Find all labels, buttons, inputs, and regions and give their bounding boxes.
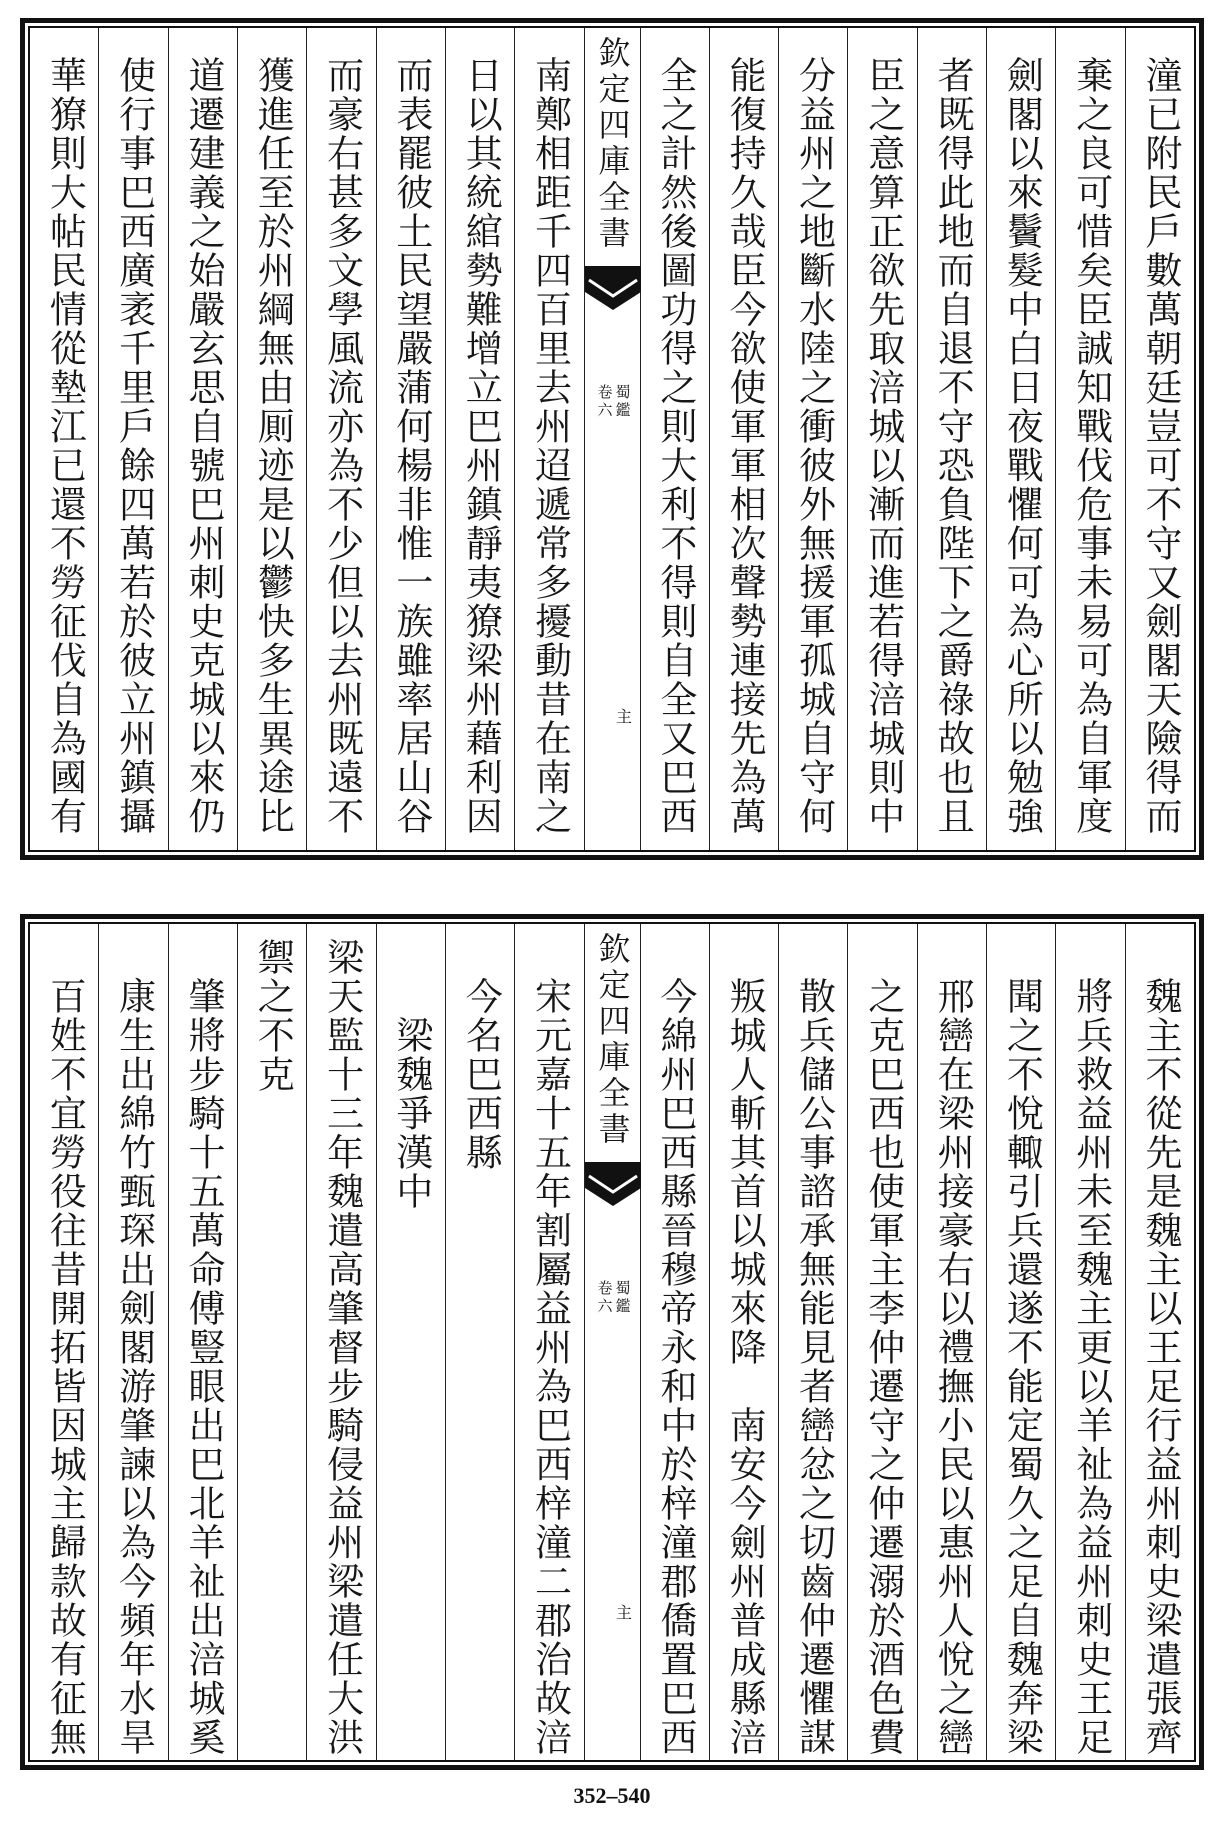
text-column: 華獠則大帖民情從墊江已還不勞征伐自為國有: [43, 56, 87, 836]
book-title: 欽定四庫全書: [593, 932, 632, 1148]
running-title: 蜀鑑: [613, 1280, 632, 1316]
text-column: 而表罷彼土民望嚴蒲何楊非惟一族雖率居山谷: [376, 28, 445, 850]
fishtail-ornament-icon: [585, 266, 641, 310]
text-column: 散兵儲公事諮承無能見者巒忿之切齒仲遷懼謀: [778, 924, 847, 1760]
text-column: 日以其統綰勢難增立巴州鎮靜夷獠梁州藉利因: [445, 28, 514, 850]
volume-label: 卷六: [595, 1280, 614, 1316]
running-title: 蜀鑑: [613, 384, 632, 420]
text-column: 康生出綿竹甄琛出劍閣游肇諫以為今頻年水旱: [98, 924, 167, 1760]
running-title-block: [596, 384, 632, 420]
text-column: 今綿州巴西縣晉穆帝永和中於梓潼郡僑置巴西: [640, 924, 709, 1760]
text-column: 分益州之地斷水陸之衝彼外無援軍孤城自守何: [778, 28, 847, 850]
text-column: 宋元嘉十五年割屬益州為巴西梓潼二郡治故涪: [514, 924, 583, 1760]
center-fold-column: [584, 28, 640, 850]
section-heading: 梁魏爭漢中: [376, 924, 445, 1760]
text-column: 肇將步騎十五萬命傅豎眼出巴北羊祉出涪城奚: [168, 924, 237, 1760]
text-column: 能復持久哉臣今欲使軍軍相次聲勢連接先為萬: [709, 28, 778, 850]
text-column: 將兵救益州未至魏主更以羊祉為益州刺史王足: [1055, 924, 1124, 1760]
text-column: 魏主不從先是魏主以王足行益州刺史梁遣張齊: [1125, 924, 1194, 1760]
upper-half-leaf: [20, 18, 1204, 860]
text-column: 使行事巴西廣袤千里戶餘四萬若於彼立州鎮攝: [98, 28, 167, 850]
text-column: 今名巴西縣: [445, 924, 514, 1760]
text-column: 棄之良可惜矣臣誠知戰伐危事未易可為自軍度: [1055, 28, 1124, 850]
fishtail-ornament-icon: [585, 1162, 641, 1206]
running-title-block: [596, 1280, 632, 1316]
text-column: 潼已附民戶數萬朝廷豈可不守又劍閣天險得而: [1125, 28, 1194, 850]
text-column: 百姓不宜勞役往昔開拓皆因城主歸款故有征無: [43, 977, 87, 1757]
center-fold-column: [584, 924, 640, 1760]
text-column: 梁天監十三年魏遣高肇督步騎侵益州梁遣任大洪: [306, 924, 375, 1760]
book-title: 欽定四庫全書: [593, 36, 632, 252]
text-column: 聞之不悅輙引兵還遂不能定蜀久之足自魏奔梁: [986, 924, 1055, 1760]
text-column: 之克巴西也使軍主李仲遷守之仲遷溺於酒色費: [847, 924, 916, 1760]
text-column: 邢巒在梁州接豪右以禮撫小民以惠州人悅之巒: [917, 924, 986, 1760]
text-column: 叛城人斬其首以城來降 南安今劍州普成縣涪: [709, 924, 778, 1760]
text-column: 劍閣以來鬢髮中白日夜戰懼何可為心所以勉強: [986, 28, 1055, 850]
text-column: 獲進任至於州綱無由厠迹是以鬱快多生異途比: [237, 28, 306, 850]
upper-text-frame: [28, 26, 1196, 852]
text-column: 南鄭相距千四百里去州迢遞常多擾動昔在南之: [514, 28, 583, 850]
volume-label: 卷六: [595, 384, 614, 420]
page-number: 352–540: [573, 1783, 651, 1808]
text-column: 臣之意算正欲先取涪城以漸而進若得涪城則中: [847, 28, 916, 850]
lower-text-frame: [28, 922, 1196, 1762]
text-column: 全之計然後圖功得之則大利不得則自全又巴西: [640, 28, 709, 850]
text-column: 而豪右甚多文學風流亦為不少但以去州既遠不: [306, 28, 375, 850]
leaf-mark: 主: [613, 1604, 633, 1620]
text-column: 者既得此地而自退不守恐負陛下之爵祿故也且: [917, 28, 986, 850]
lower-half-leaf: [20, 914, 1204, 1770]
text-column: 禦之不克: [237, 924, 306, 1760]
text-column: 道遷建義之始嚴玄思自號巴州刺史克城以來仍: [168, 28, 237, 850]
leaf-mark: 主: [613, 708, 633, 724]
